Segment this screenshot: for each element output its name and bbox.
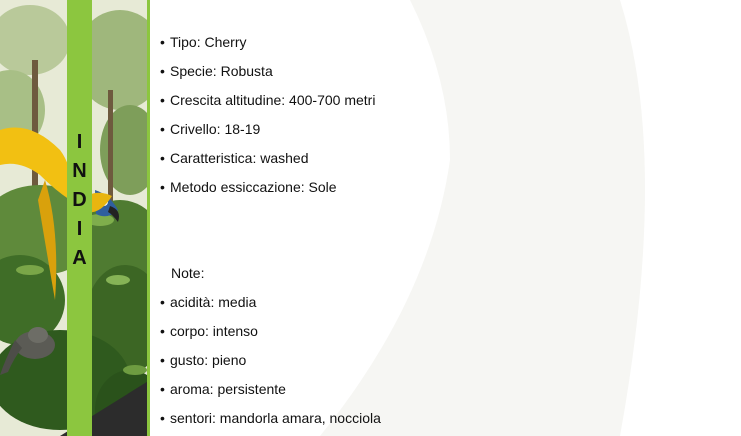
bullet: • (160, 150, 165, 166)
spec-item: • Caratteristica: washed (160, 150, 309, 166)
bullet: • (160, 352, 165, 368)
bullet: • (160, 294, 165, 310)
country-letter: A (72, 247, 87, 269)
spec-item: • Crivello: 18-19 (160, 121, 261, 137)
spec-item: • Crescita altitudine: 400-700 metri (160, 92, 376, 108)
bullet: • (160, 410, 165, 426)
coffee-details (160, 0, 720, 436)
note-item: • corpo: intenso (160, 323, 258, 339)
note-item: • gusto: pieno (160, 352, 247, 368)
country-letter: I (76, 131, 83, 153)
bullet: • (160, 92, 165, 108)
note-item: • sentori: mandorla amara, nocciola (160, 410, 381, 426)
spec-item: • Specie: Robusta (160, 63, 273, 79)
bullet: • (160, 63, 165, 79)
notes-title: Note: (171, 265, 205, 281)
spec-item: • Tipo: Cherry (160, 34, 247, 50)
bullet: • (160, 121, 165, 137)
bullet: • (160, 381, 165, 397)
country-letter: D (72, 189, 87, 211)
spec-item: • Metodo essiccazione: Sole (160, 179, 337, 195)
bullet: • (160, 179, 165, 195)
country-letter: N (72, 160, 87, 182)
note-item: • acidità: media (160, 294, 257, 310)
country-band (67, 0, 92, 436)
country-name (67, 128, 92, 273)
note-item: • aroma: persistente (160, 381, 286, 397)
country-letter: I (76, 218, 83, 240)
bullet: • (160, 323, 165, 339)
bullet: • (160, 34, 165, 50)
